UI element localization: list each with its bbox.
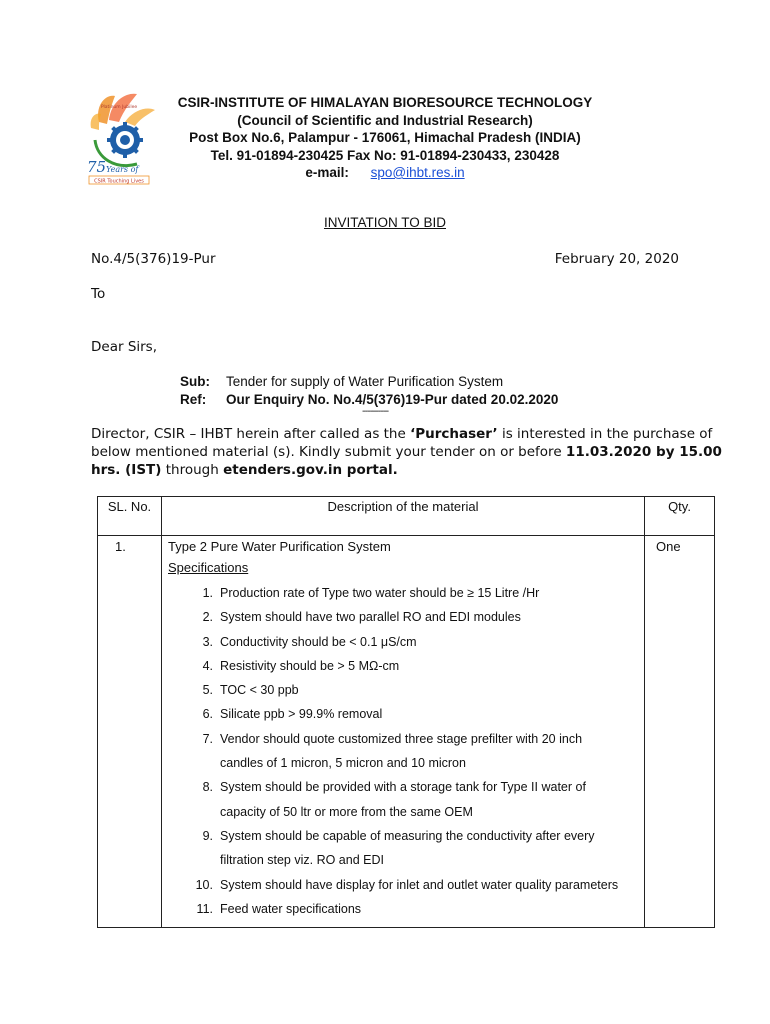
svg-text:75: 75	[87, 158, 107, 176]
body-line-1	[91, 425, 713, 443]
spec-number: 3.	[202, 634, 213, 649]
org-subtitle: (Council of Scientific and Industrial Research)	[237, 112, 533, 128]
specifications-list	[168, 581, 638, 921]
document-title: INVITATION TO BID	[323, 215, 446, 230]
list-item	[168, 727, 638, 751]
addressee-to: To	[91, 286, 106, 302]
spec-number: 8.	[202, 780, 213, 795]
spec-text: Vendor should quote customized three stage prefilter with 20 inch	[220, 731, 583, 746]
specifications-heading: Specifications	[168, 560, 249, 575]
list-item	[168, 605, 638, 629]
list-item	[168, 751, 638, 775]
deadline-time: hrs. (IST)	[91, 462, 162, 478]
csir-75-years-logo	[85, 88, 157, 186]
svg-text:Platinum Jubilee: Platinum Jubilee	[100, 105, 138, 110]
body-text-1: Director, CSIR – IHBT herein after called as the	[91, 426, 411, 442]
salutation: Dear Sirs,	[91, 339, 158, 355]
org-tel-fax: Tel. 91-01894-230425 Fax No: 91-01894-230433, 230428	[210, 147, 560, 163]
spec-text: capacity of 50 ltr or more from the same OEM	[220, 804, 473, 819]
spec-text: Production rate of Type two water should be ≥ 15 Litre /Hr	[220, 586, 540, 600]
org-name: CSIR-INSTITUTE OF HIMALAYAN BIORESOURCE TECHNOLOGY	[177, 95, 593, 110]
list-item	[168, 824, 638, 848]
csir-logo-icon	[85, 88, 157, 186]
reference-label: Ref:	[180, 392, 207, 407]
item-title: Type 2 Pure Water Purification System	[168, 539, 391, 554]
spec-text: Resistivity should be > 5 MΩ-cm	[220, 658, 400, 673]
subject-row	[180, 373, 558, 391]
body-text-4: through	[161, 462, 224, 478]
spec-text: candles of 1 micron, 5 micron and 10 micron	[220, 756, 466, 771]
list-item	[168, 678, 638, 702]
subject-reference	[180, 373, 558, 409]
header-sl-no: SL. No.	[98, 497, 162, 536]
letterhead	[170, 94, 600, 182]
list-item	[168, 654, 638, 678]
list-item	[168, 630, 638, 654]
row-qty: One	[645, 536, 715, 928]
spec-number: 7.	[202, 731, 213, 746]
svg-text:Years of: Years of	[106, 165, 139, 174]
spec-number	[168, 848, 220, 872]
spec-text: System should be capable of measuring the conductivity after every	[220, 828, 595, 843]
spec-text: System should have display for inlet and outlet water quality parameters	[220, 877, 619, 892]
spec-text: Silicate ppb > 99.9% removal	[220, 707, 383, 722]
spec-number: 4.	[202, 658, 213, 673]
deadline-date: 11.03.2020 by 15.00	[565, 444, 722, 460]
org-email-line	[170, 164, 600, 182]
body-line-3	[91, 461, 691, 479]
material-table	[97, 496, 715, 928]
spec-number: 11.	[196, 901, 213, 916]
spec-number	[168, 751, 220, 775]
list-item	[168, 800, 638, 824]
spec-number: 5.	[202, 683, 213, 698]
svg-text:CSIR Touching Lives: CSIR Touching Lives	[94, 178, 144, 185]
subject-label: Sub:	[180, 374, 210, 389]
document-date: February 20, 2020	[554, 251, 679, 267]
list-item	[168, 581, 638, 605]
spec-text: Conductivity should be < 0.1 μS/cm	[220, 634, 417, 649]
spec-number: 1.	[202, 586, 213, 600]
table-row	[98, 536, 715, 928]
row-description	[162, 536, 645, 928]
spec-text: System should be provided with a storage tank for Type II water of	[220, 780, 586, 795]
spec-number	[168, 800, 220, 824]
body-paragraph	[91, 425, 722, 479]
purchaser-term: ‘Purchaser’	[410, 426, 498, 442]
list-item	[168, 873, 638, 897]
row-sl-no: 1.	[98, 536, 162, 928]
table-header-row	[98, 497, 715, 536]
body-line-2	[91, 443, 722, 461]
spec-number: 10.	[195, 877, 213, 892]
header-description: Description of the material	[162, 497, 645, 536]
reference-text: Our Enquiry No. No.4/5(376)19-Pur dated 20.02.2020	[226, 392, 559, 407]
body-text-2: is interested in the purchase of	[497, 426, 713, 442]
spec-number: 2.	[202, 610, 213, 625]
list-item	[168, 775, 638, 799]
body-text-3: below mentioned material (s). Kindly submit your tender on or before	[91, 444, 566, 460]
email-label: e-mail:	[305, 165, 349, 180]
spec-text: Feed water specifications	[220, 901, 362, 916]
spec-number: 9.	[202, 828, 213, 843]
spec-text: System should have two parallel RO and EDI modules	[220, 610, 521, 625]
list-item	[168, 702, 638, 726]
reference-number: No.4/5(376)19-Pur	[91, 251, 216, 267]
email-link[interactable]: spo@ihbt.res.in	[370, 165, 465, 180]
org-address: Post Box No.6, Palampur - 176061, Himachal Pradesh (INDIA)	[189, 130, 581, 145]
subject-text: Tender for supply of Water Purification System	[226, 374, 504, 389]
portal-name: etenders.gov.in portal.	[223, 462, 398, 478]
list-item	[168, 897, 638, 921]
spec-text: filtration step viz. RO and EDI	[220, 853, 384, 868]
spec-text: TOC < 30 ppb	[220, 683, 299, 698]
separator: ----------	[362, 406, 389, 417]
header-qty: Qty.	[645, 497, 715, 536]
spec-number: 6.	[202, 707, 213, 722]
list-item	[168, 848, 638, 872]
